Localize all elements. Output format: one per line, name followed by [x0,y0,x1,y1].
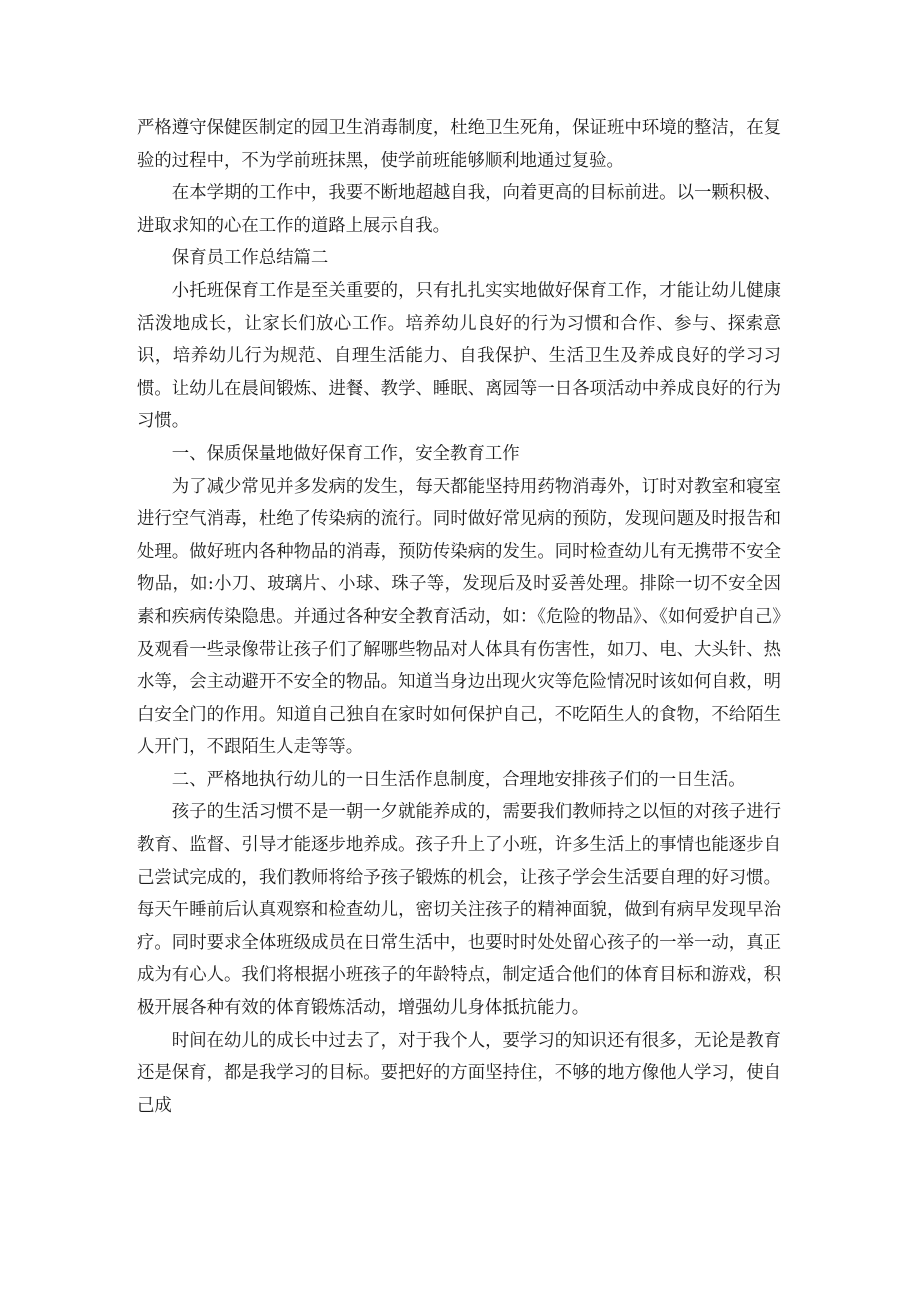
paragraph-disinfection-safety: 为了减少常见并多发病的发生，每天都能坚持用药物消毒外，订时对教室和寝室进行空气消毒，杜绝了传染病的流行。同时做好常见病的预防，发现问题及时报告和处理。做好班内各种物品的消毒，预防传染病的发生。同时检查幼儿有无携带不安全物品，如:小刀、玻璃片、小球、珠子等，发现后及时妥善处理。排除一切不安全因素和疾病传染隐患。并通过各种安全教育活动，如：《危险的物品》、《如何爱护自己》及观看一些录像带让孩子们了解哪些物品对人体具有伤害性，如刀、电、大头针、热水等，会主动避开不安全的物品。知道当身边出现火灾等危险情况时该如何自救，明白安全门的作用。知道自己独自在家时如何保护自己，不吃陌生人的食物，不给陌生人开门，不跟陌生人走等等。 [137,476,781,758]
paragraph-toddler-care: 小托班保育工作是至关重要的，只有扎扎实实地做好保育工作，才能让幼儿健康活泼地成长，让家长们放心工作。培养幼儿良好的行为习惯和合作、参与、探索意识，培养幼儿行为规范、自理生活能力、自我保护、生活卫生及养成良好的学习习惯。让幼儿在晨间锻炼、进餐、教学、睡眠、离园等一日各项活动中养成良好的行为习惯。 [137,280,781,432]
paragraph-conclusion: 时间在幼儿的成长中过去了，对于我个人，要学习的知识还有很多，无论是教育还是保育，都是我学习的目标。要把好的方面坚持住，不够的地方像他人学习，使自己成 [137,1030,781,1116]
paragraph-intro-hygiene: 严格遵守保健医制定的园卫生消毒制度，杜绝卫生死角，保证班中环境的整洁，在复验的过程中，不为学前班抹黑，使学前班能够顺利地通过复验。 [137,118,781,171]
document-body [137,112,781,1122]
paragraph-living-habits: 孩子的生活习惯不是一朝一夕就能养成的，需要我们教师持之以恒的对孩子进行教育、监督、引导才能逐步地养成。孩子升上了小班，许多生活上的事情也能逐步自己尝试完成的，我们教师将给予孩子锻炼的机会，让孩子学会生活要自理的好习惯。每天午睡前后认真观察和检查幼儿，密切关注孩子的精神面貌，做到有病早发现早治疗。同时要求全体班级成员在日常生活中，也要时时处处留心孩子的一举一动，真正成为有心人。我们将根据小班孩子的年龄特点，制定适合他们的体育目标和游戏，积极开展各种有效的体育锻炼活动，增强幼儿身体抵抗能力。 [137,802,781,1019]
heading-daily-schedule: 二、严格地执行幼儿的一日生活作息制度，合理地安排孩子们的一日生活。 [171,769,746,790]
paragraph-semester-goal: 在本学期的工作中，我要不断地超越自我，向着更高的目标前进。以一颗积极、进取求知的心在工作的道路上展示自我。 [137,183,781,236]
section-title-summary-two: 保育员工作总结篇二 [171,248,329,269]
heading-safety-education: 一、保质保量地做好保育工作，安全教育工作 [171,443,520,464]
